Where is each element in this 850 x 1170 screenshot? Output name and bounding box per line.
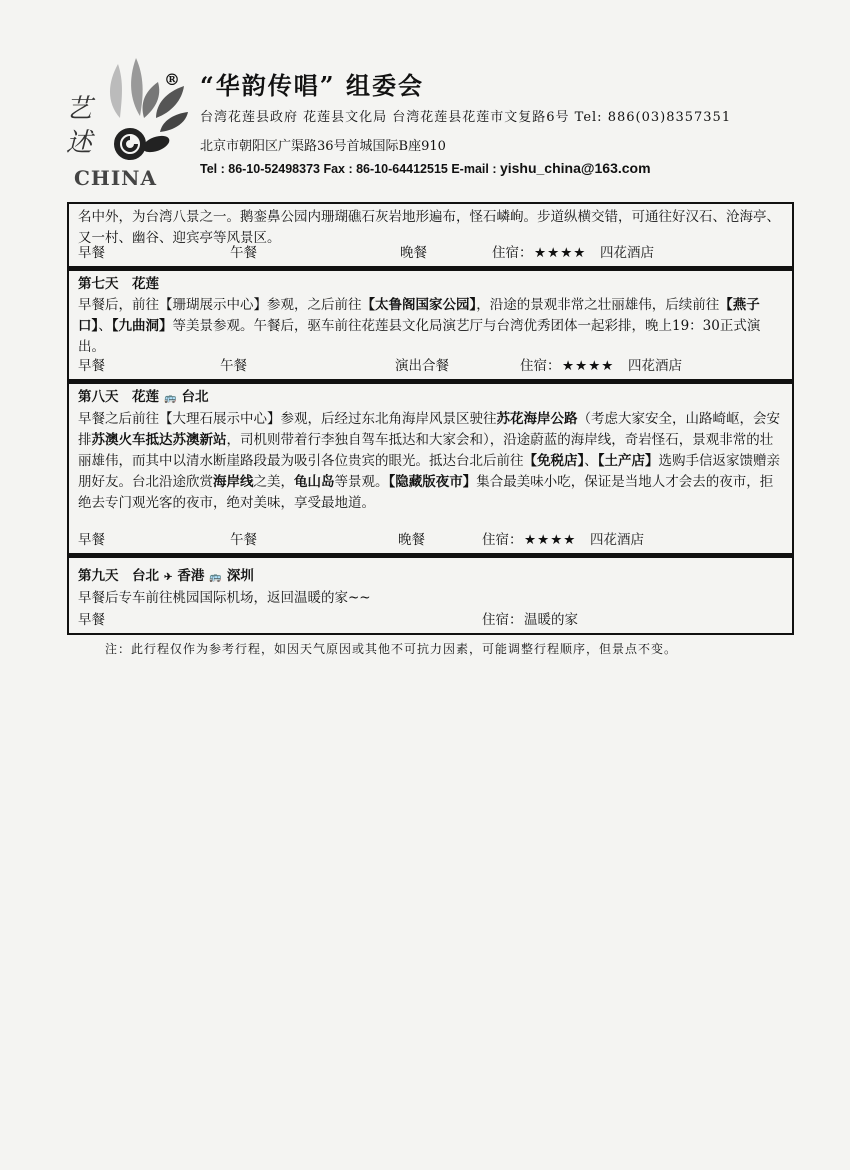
logo-text-cjk: 艺述 bbox=[66, 94, 93, 158]
itinerary-day-8 bbox=[69, 384, 792, 558]
itinerary-day-6-continued bbox=[69, 204, 792, 271]
meals-row bbox=[78, 610, 783, 631]
highlight-taroko: 【太鲁阁国家公园】 bbox=[361, 297, 477, 313]
bus-icon: 🚌 bbox=[209, 572, 222, 583]
lodging-label: 住宿： bbox=[482, 532, 523, 548]
meals-row bbox=[78, 530, 783, 551]
day-description: 早餐后专车前往桃园国际机场，返回温暖的家~~ bbox=[78, 590, 371, 606]
itinerary-day-9 bbox=[69, 563, 792, 633]
contact-line bbox=[200, 160, 651, 176]
email-link[interactable]: yishu_china@163.com bbox=[499, 160, 651, 176]
meals-row bbox=[78, 243, 783, 264]
address-taiwan: 台湾花莲县政府 花莲县文化局 台湾花莲县花莲市文复路6号 Tel: 886(03)8357351 bbox=[200, 110, 732, 125]
bus-icon: 🚌 bbox=[164, 393, 177, 404]
hotel-rating-stars: ★★★★ bbox=[524, 532, 577, 548]
itinerary-note: 注：此行程仅作为参考行程，如因天气原因或其他不可抗力因素，可能调整行程顺序，但景点不变。 bbox=[105, 642, 678, 656]
plane-icon: ✈ bbox=[164, 572, 173, 583]
meal-breakfast: 早餐 bbox=[78, 358, 105, 374]
hotel-name: 四花酒店 bbox=[590, 532, 644, 548]
itinerary-table bbox=[67, 202, 794, 635]
address-beijing: 北京市朝阳区广渠路36号首城国际B座910 bbox=[200, 139, 446, 154]
day-description: 早餐之后前往【大理石展示中心】参观，后经过东北角海岸风景区驶往苏花海岸公路（考虑大家安全，山路崎岖，会安排苏澳火车抵达苏澳新站，司机则带着行李独自驾车抵达和大家会和），沿途蔚蓝的海岸线，奇岩怪石，景观非常的壮丽雄伟，而其中以清水断崖路段最为吸引各位贵宾的眼光。抵达台北后前往【免税店】、【土产店】选购手信返家馈赠亲朋好友。台北沿途欣赏海岸线之美，龟山岛等景观。【隐藏版夜市】集合最美味小吃，保证是当地人才会去的夜市，拒绝去专门观光客的夜市，绝对美味，享受最地道。 bbox=[78, 411, 780, 511]
registered-mark: ® bbox=[164, 70, 180, 89]
meal-lunch: 午餐 bbox=[230, 532, 257, 548]
meal-dinner: 晚餐 bbox=[398, 532, 425, 548]
meal-lunch: 午餐 bbox=[220, 358, 247, 374]
meal-lunch: 午餐 bbox=[230, 245, 257, 261]
hotel-rating-stars: ★★★★ bbox=[534, 245, 587, 261]
meal-dinner: 晚餐 bbox=[400, 245, 427, 261]
day-title: 第七天 花莲 bbox=[78, 276, 159, 292]
hotel-name: 四花酒店 bbox=[600, 245, 654, 261]
day-description: 名中外，为台湾八景之一。鹅銮鼻公园内珊瑚礁石灰岩地形遍布，怪石嶙峋。步道纵横交错，可通往好汉石、沧海亭、又一村、幽谷、迎宾亭等风景区。 bbox=[78, 209, 780, 246]
highlight-yanzikou: 【燕子口】 bbox=[78, 297, 760, 334]
hotel-name: 四花酒店 bbox=[628, 358, 682, 374]
hotel-name: 温暖的家 bbox=[524, 612, 578, 628]
logo-text-latin: CHINA bbox=[74, 166, 157, 190]
lodging-label: 住宿： bbox=[492, 245, 533, 261]
letterhead bbox=[60, 48, 820, 198]
phone-fax-text: Tel : 86-10-52498373 Fax : 86-10-64412515 E-mail : bbox=[200, 162, 500, 176]
day-title: 第九天 台北 ✈ 香港 🚌 深圳 bbox=[78, 568, 254, 584]
hotel-rating-stars: ★★★★ bbox=[562, 358, 615, 374]
meals-row bbox=[78, 356, 783, 377]
highlight-jiuqudong: 【九曲洞】 bbox=[111, 318, 173, 334]
meal-breakfast: 早餐 bbox=[78, 532, 105, 548]
meal-breakfast: 早餐 bbox=[78, 245, 105, 261]
meal-dinner: 演出合餐 bbox=[395, 358, 449, 374]
lodging-label: 住宿： bbox=[482, 612, 523, 628]
logo-leaf-emblem-icon bbox=[100, 52, 190, 162]
day-title: 第八天 花莲 🚌 台北 bbox=[78, 389, 209, 405]
itinerary-day-7 bbox=[69, 271, 792, 384]
organization-title: “华韵传唱” 组委会 bbox=[200, 71, 424, 100]
lodging-label: 住宿： bbox=[520, 358, 561, 374]
day-description: 早餐后，前往【珊瑚展示中心】参观，之后前往【太鲁阁国家公园】，沿途的景观非常之壮丽雄伟，后续前往【燕子口】、【九曲洞】等美景参观。午餐后，驱车前往花莲县文化局演艺厅与台湾优秀团体一起彩排，晚上19：30正式演出。 bbox=[78, 297, 761, 355]
meal-breakfast: 早餐 bbox=[78, 612, 105, 628]
